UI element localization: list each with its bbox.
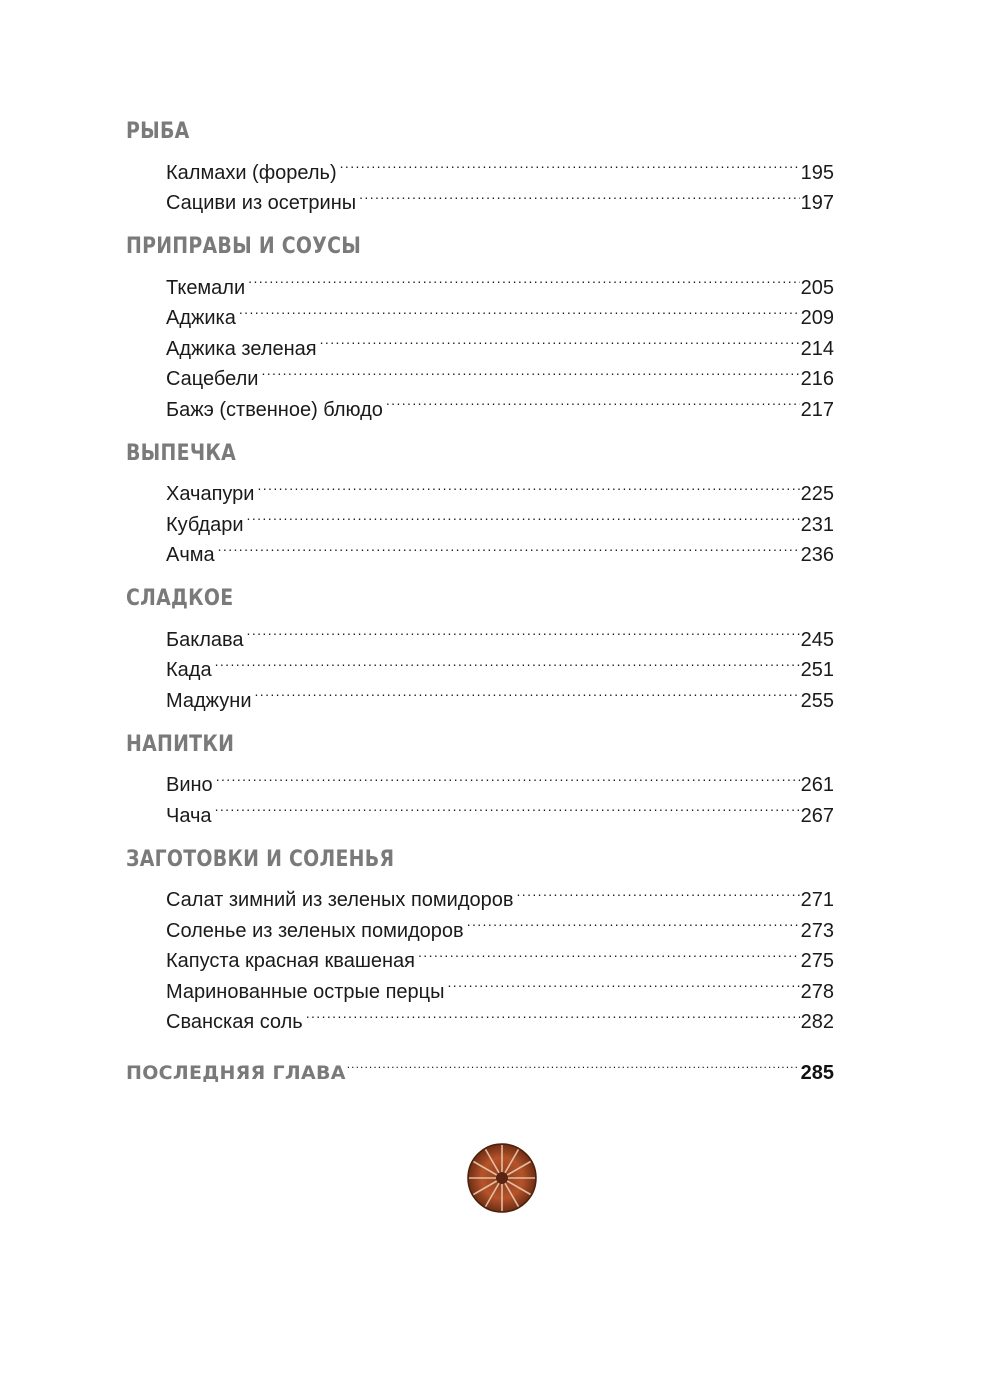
entry-page: 245 [800, 628, 834, 651]
toc-entry[interactable] [126, 791, 834, 827]
dot-leader [248, 263, 799, 294]
toc-entry[interactable] [126, 615, 834, 651]
entry-label: Баклава [166, 628, 244, 651]
toc-entry[interactable] [126, 876, 834, 911]
entry-label: Капуста красная квашеная [166, 950, 415, 972]
toc-section-fish [126, 116, 834, 214]
dot-leader [340, 148, 800, 179]
dot-leader [257, 470, 799, 501]
entry-page: 197 [800, 192, 834, 214]
dot-leader [255, 676, 800, 707]
entry-page: 275 [800, 950, 834, 972]
dot-leader [467, 906, 800, 937]
toc-entry[interactable] [126, 531, 834, 566]
toc-entry[interactable] [126, 676, 834, 712]
toc-entry[interactable] [126, 263, 834, 299]
toc-section-sweets [126, 583, 834, 712]
entry-label: Сациви из осетрины [166, 192, 357, 214]
entry-page: 225 [800, 483, 834, 505]
section-title: ЗАГОТОВКИ И СОЛЕНЬЯ [126, 846, 395, 872]
dot-leader [517, 876, 800, 907]
toc-entry[interactable] [126, 470, 834, 505]
dot-leader [247, 500, 800, 531]
entry-label: Салат зимний из зеленых помидоров [166, 889, 514, 911]
table-of-contents [126, 116, 834, 1084]
entry-page: 278 [800, 980, 834, 1003]
entry-label: Вино [166, 774, 213, 796]
entry-page: 214 [800, 337, 834, 360]
entry-label: Сацебели [166, 368, 259, 390]
dot-leader [215, 646, 800, 677]
entry-page: 273 [800, 919, 834, 942]
toc-entry-final-chapter[interactable] [126, 1048, 834, 1084]
entry-page: 267 [800, 804, 834, 827]
dot-leader [216, 761, 800, 792]
entry-label: Аджика [166, 307, 236, 329]
dot-leader [261, 355, 799, 386]
dot-leader [386, 385, 800, 416]
toc-section-drinks [126, 729, 834, 827]
entry-page: 282 [800, 1011, 834, 1033]
entry-label: Кубдари [166, 513, 244, 536]
entry-page: 236 [800, 544, 834, 566]
toc-section-sauces [126, 231, 834, 421]
section-title: ВЫПЕЧКА [126, 440, 236, 466]
dot-leader [448, 967, 800, 998]
toc-entry[interactable] [126, 761, 834, 796]
entry-label: Маринованные острые перцы [166, 980, 445, 1003]
dot-leader [418, 937, 800, 968]
entry-label: Маджуни [166, 689, 252, 712]
final-chapter-page: 285 [800, 1061, 834, 1084]
dot-leader [247, 615, 800, 646]
entry-label: Калмахи (форель) [166, 161, 337, 184]
entry-label: Соленье из зеленых помидоров [166, 919, 464, 942]
entry-page: 271 [800, 889, 834, 911]
entry-label: Хачапури [166, 483, 255, 505]
toc-section-baking [126, 438, 834, 566]
dot-leader [359, 179, 799, 210]
final-chapter-title: ПОСЛЕДНЯЯ ГЛАВА [126, 1061, 346, 1084]
dot-leader [320, 324, 800, 355]
entry-label: Сванская соль [166, 1011, 303, 1033]
section-title: НАПИТКИ [126, 731, 235, 757]
entry-page: 255 [800, 689, 834, 712]
section-title: ПРИПРАВЫ И СОУСЫ [126, 234, 362, 259]
entry-page: 209 [800, 307, 834, 329]
entry-page: 216 [800, 368, 834, 390]
toc-entry[interactable] [126, 646, 834, 681]
entry-label: Чача [166, 804, 212, 827]
entry-page: 261 [800, 774, 834, 796]
entry-label: Ткемали [166, 276, 246, 299]
dot-leader [215, 791, 800, 822]
entry-label: Када [166, 659, 212, 681]
entry-label: Бажэ (ственное) блюдо [166, 398, 383, 421]
entry-label: Ачма [166, 544, 215, 566]
dot-leader [347, 1048, 800, 1079]
entry-page: 217 [800, 398, 834, 421]
dot-leader [306, 998, 800, 1029]
entry-page: 251 [800, 659, 834, 681]
dot-leader [239, 294, 800, 325]
dot-leader [218, 531, 800, 562]
entry-page: 195 [800, 161, 834, 184]
entry-label: Аджика зеленая [166, 337, 317, 360]
section-title: РЫБА [126, 119, 190, 144]
toc-section-preserves [126, 844, 834, 1033]
toc-entry[interactable] [126, 148, 834, 184]
entry-page: 231 [800, 513, 834, 536]
entry-page: 205 [800, 276, 834, 299]
section-title: СЛАДКОЕ [126, 586, 234, 611]
star-anise-icon [467, 1143, 537, 1213]
